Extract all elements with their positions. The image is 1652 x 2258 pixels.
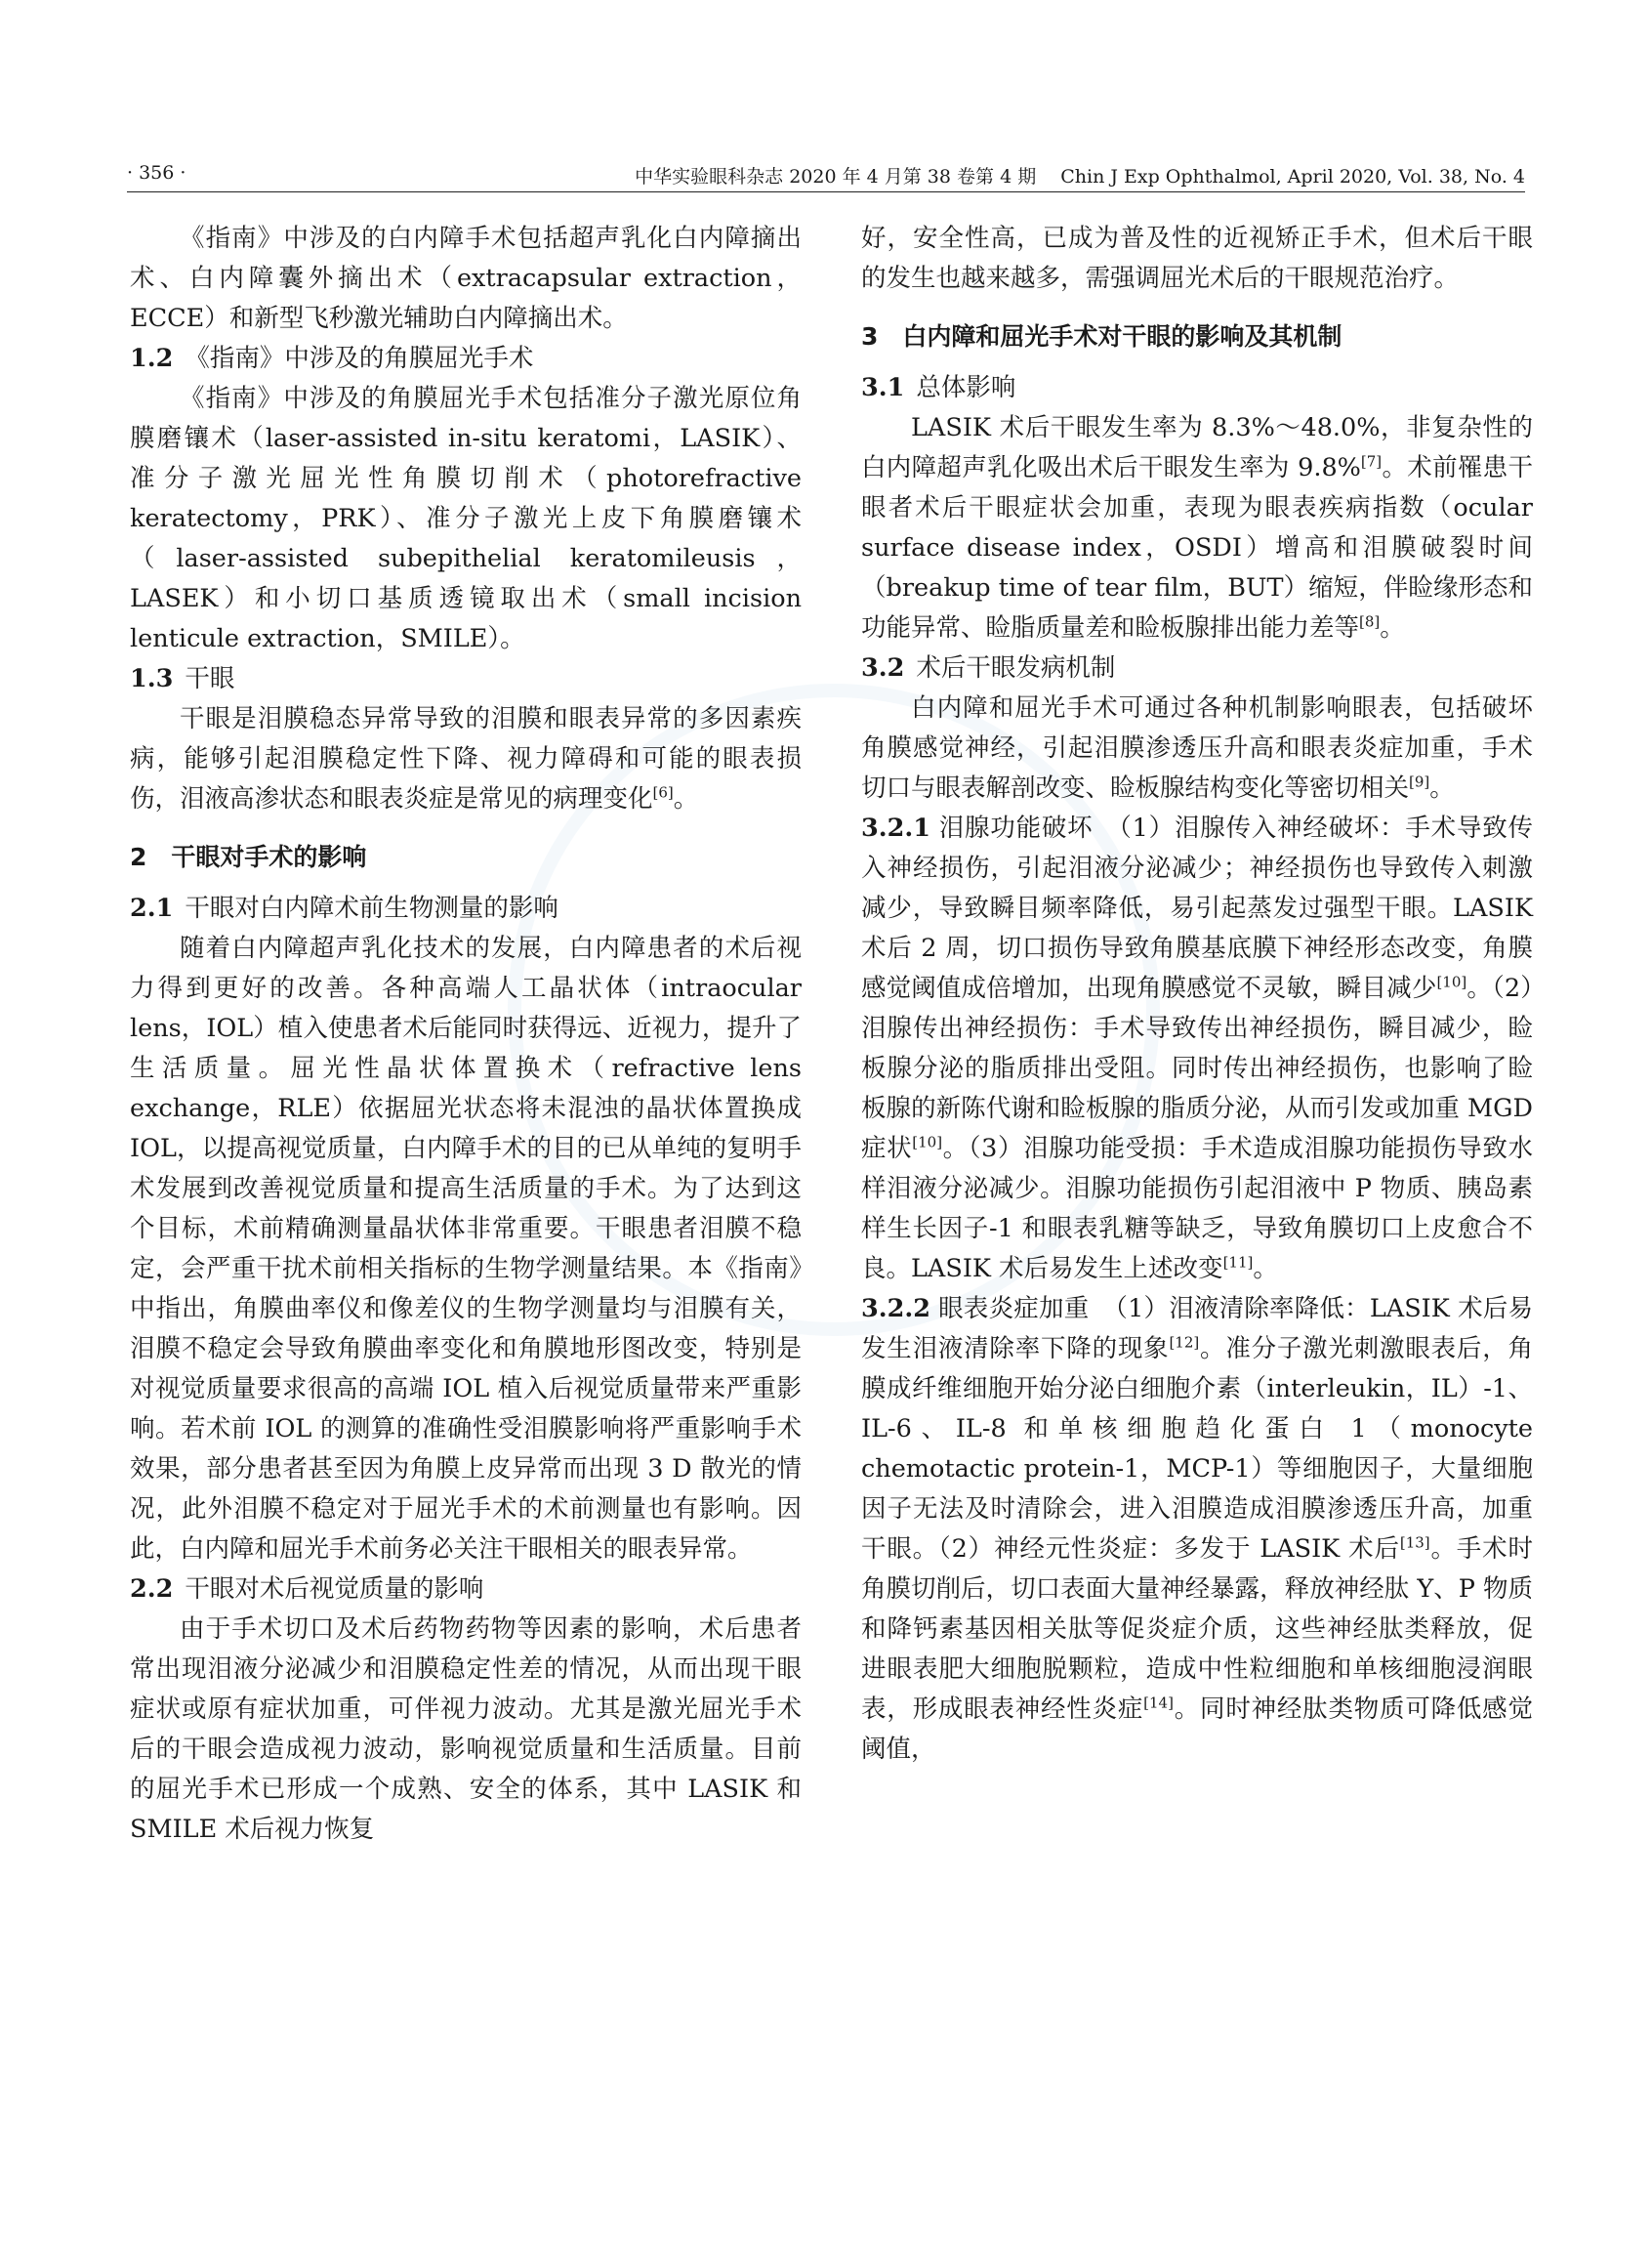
text-run: 。 (673, 784, 699, 814)
text-run: 。 (1380, 613, 1405, 643)
text-run: 。准分子激光刺激眼表后，角膜成纤维细胞开始分泌白细胞介素（interleukin，IL）-1、IL-6、IL-8 和单核细胞趋化蛋白 1（monocyte chemotactic protein-1，MCP-1）等细胞因子，大量细胞因子无法及时清除会，进入泪膜造成泪膜渗透压升高，加重干眼。（2）神经元性炎症：多发于 LASIK 术后 (861, 1334, 1533, 1564)
citation-ref: [6] (652, 783, 674, 802)
section-number: 2.1 (130, 894, 174, 923)
paragraph (130, 699, 802, 819)
text-run: 。（3）泪腺功能受损：手术造成泪腺功能损伤导致水样泪液分泌减少。泪腺功能损伤引起泪液中 P 物质、胰岛素样生长因子-1 和眼表乳糖等缺乏，导致角膜切口上皮愈合不良。LASIK 术后易发生上述改变 (861, 1134, 1533, 1283)
text-run: 。 (1253, 1254, 1278, 1283)
paragraph: 《指南》中涉及的白内障手术包括超声乳化白内障摘出术、白内障囊外摘出术（extracapsular extraction，ECCE）和新型飞秒激光辅助白内障摘出术。 (130, 224, 802, 333)
text-run: 。同时神经肽类物质可降低感觉阈值， (861, 1694, 1533, 1764)
citation-ref: [8] (1359, 612, 1381, 631)
paragraph: 《指南》中涉及的角膜屈光手术包括准分子激光原位角膜磨镶术（laser-assisted in-situ keratomi，LASIK）、准分子激光屈光性角膜切削术（photorefractive keratectomy，PRK）、准分子激光上皮下角膜磨镶术（laser-assisted subepithelial keratomileusis，LASEK）和小切口基质透镜取出术（small incision lenticule extraction，SMILE）。 (130, 384, 802, 653)
section-heading-2-1 (130, 889, 802, 929)
paragraph-3-2-1 (861, 809, 1533, 1289)
header-rule (127, 191, 1525, 192)
section-heading-3-1 (861, 368, 1533, 408)
section-number: 3.1 (861, 373, 905, 402)
section-heading-2-2 (130, 1569, 802, 1610)
section-title: 干眼对白内障术前生物测量的影响 (185, 894, 558, 923)
text-run: LASIK 术后干眼发生率为 8.3%～48.0%，非复杂性的白内障超声乳化吸出术后干眼发生率为 9.8% (861, 413, 1533, 482)
section-title: 《指南》中涉及的角膜屈光手术 (185, 344, 534, 373)
section-number: 1.2 (130, 344, 174, 373)
section-number: 3.2.1 (861, 814, 930, 843)
page-number: · 356 · (127, 162, 186, 184)
citation-ref: [9] (1409, 773, 1430, 791)
section-heading-1-3 (130, 659, 802, 699)
section-heading-3-2 (861, 648, 1533, 689)
section-number: 3.2 (861, 653, 905, 683)
citation-ref: [11] (1222, 1253, 1254, 1272)
paragraph (861, 689, 1533, 809)
citation-ref: [7] (1360, 452, 1383, 471)
text-run: 。术前罹患干眼者术后干眼症状会加重，表现为眼表疾病指数（ocular surface disease index，OSDI）增高和泪膜破裂时间（breakup time of tear film，BUT）缩短，伴睑缘形态和功能异常、睑脂质量差和睑板腺排出能力差等 (861, 453, 1533, 643)
section-number: 2.2 (130, 1574, 174, 1604)
text-run: 干眼是泪膜稳态异常导致的泪膜和眼表异常的多因素疾病，能够引起泪膜稳定性下降、视力障碍和可能的眼表损伤，泪液高渗状态和眼表炎症是常见的病理变化 (130, 704, 802, 814)
section-title: 干眼对术后视觉质量的影响 (185, 1574, 484, 1604)
paragraph: 随着白内障超声乳化技术的发展，白内障患者的术后视力得到更好的改善。各种高端人工晶状体（intraocular lens，IOL）植入使患者术后能同时获得远、近视力，提升了生活质量。屈光性晶状体置换术（refractive lens exchange，RLE）依据屈光状态将未混浊的晶状体置换成 IOL，以提高视觉质量，白内障手术的目的已从单纯的复明手术发展到改善视觉质量和提高生活质量的手术。为了达到这个目标，术前精确测量晶状体非常重要。干眼患者泪膜不稳定，会严重干扰术前相关指标的生物学测量结果。本《指南》中指出，角膜曲率仪和像差仪的生物学测量均与泪膜有关，泪膜不稳定会导致角膜曲率变化和角膜地形图改变，特别是对视觉质量要求很高的高端 IOL 植入后视觉质量带来严重影响。若术前 IOL 的测算的准确性受泪膜影响将严重影响手术效果，部分患者甚至因为角膜上皮异常而出现 3 D 散光的情况，此外泪膜不稳定对于屈光手术的术前测量也有影响。因此，白内障和屈光手术前务必关注干眼相关的眼表异常。 (130, 934, 802, 1564)
citation-ref: [10] (912, 1133, 943, 1151)
running-header (127, 156, 1525, 191)
section-number: 3.2.2 (861, 1294, 930, 1323)
section-heading-2: 2 干眼对手术的影响 (130, 843, 367, 871)
section-title: 干眼 (185, 664, 235, 693)
text-run: 。手术时角膜切削后，切口表面大量神经暴露，释放神经肽 Y、P 物质和降钙素基因相关肽等促炎症介质，这些神经肽类释放，促进眼表肥大细胞脱颗粒，造成中性粒细胞和单核细胞浸润眼表，形成眼表神经性炎症 (861, 1534, 1533, 1724)
section-title: 总体影响 (916, 373, 1016, 402)
section-title: 眼表炎症加重 (937, 1294, 1090, 1323)
paragraph: 好，安全性高，已成为普及性的近视矫正手术，但术后干眼的发生也越来越多，需强调屈光术后的干眼规范治疗。 (861, 224, 1533, 293)
journal-citation: 中华实验眼科杂志 2020 年 4 月第 38 卷第 4 期 Chin J Exp Ophthalmol, April 2020, Vol. 38, No. 4 (635, 166, 1525, 188)
text-run: 。（2）泪腺传出神经损伤：手术导致传出神经损伤，瞬目减少，睑板腺分泌的脂质排出受阻。同时传出神经损伤，也影响了睑板腺的新陈代谢和睑板腺的脂质分泌，从而引发或加重 MGD 症状 (861, 974, 1533, 1163)
section-number: 1.3 (130, 664, 174, 693)
text-run: 。 (1429, 774, 1455, 803)
text-run: （1）泪液清除率降低：LASIK 术后易发生泪液清除率下降的现象 (861, 1294, 1533, 1363)
right-column (861, 219, 1533, 1770)
citation-ref: [12] (1169, 1333, 1200, 1352)
text-run: 白内障和屈光手术可通过各种机制影响眼表，包括破坏角膜感觉神经，引起泪膜渗透压升高和眼表炎症加重，手术切口与眼表解剖改变、睑板腺结构变化等密切相关 (861, 693, 1533, 803)
section-title: 泪腺功能破坏 (937, 814, 1094, 843)
citation-ref: [13] (1399, 1533, 1430, 1552)
left-column (130, 219, 802, 1850)
paragraph: 由于手术切口及术后药物药物等因素的影响，术后患者常出现泪液分泌减少和泪膜稳定性差的情况，从而出现干眼症状或原有症状加重，可伴视力波动。尤其是激光屈光手术后的干眼会造成视力波动，影响视觉质量和生活质量。目前的屈光手术已形成一个成熟、安全的体系，其中 LASIK 和 SMILE 术后视力恢复 (130, 1614, 802, 1844)
paragraph-3-2-2 (861, 1289, 1533, 1770)
paragraph (861, 408, 1533, 648)
text-run: （1）泪腺传入神经破坏：手术导致传入神经损伤，引起泪液分泌减少；神经损伤也导致传入刺激减少，导致瞬目频率降低，易引起蒸发过强型干眼。LASIK 术后 2 周，切口损伤导致角膜基底膜下神经形态改变，角膜感觉阈值成倍增加，出现角膜感觉不灵敏，瞬目减少 (861, 814, 1533, 1003)
citation-ref: [10] (1436, 973, 1467, 991)
section-title: 术后干眼发病机制 (916, 653, 1116, 683)
citation-ref: [14] (1143, 1694, 1174, 1712)
section-heading-3: 3 白内障和屈光手术对干眼的影响及其机制 (861, 322, 1342, 351)
section-heading-1-2 (130, 339, 802, 379)
